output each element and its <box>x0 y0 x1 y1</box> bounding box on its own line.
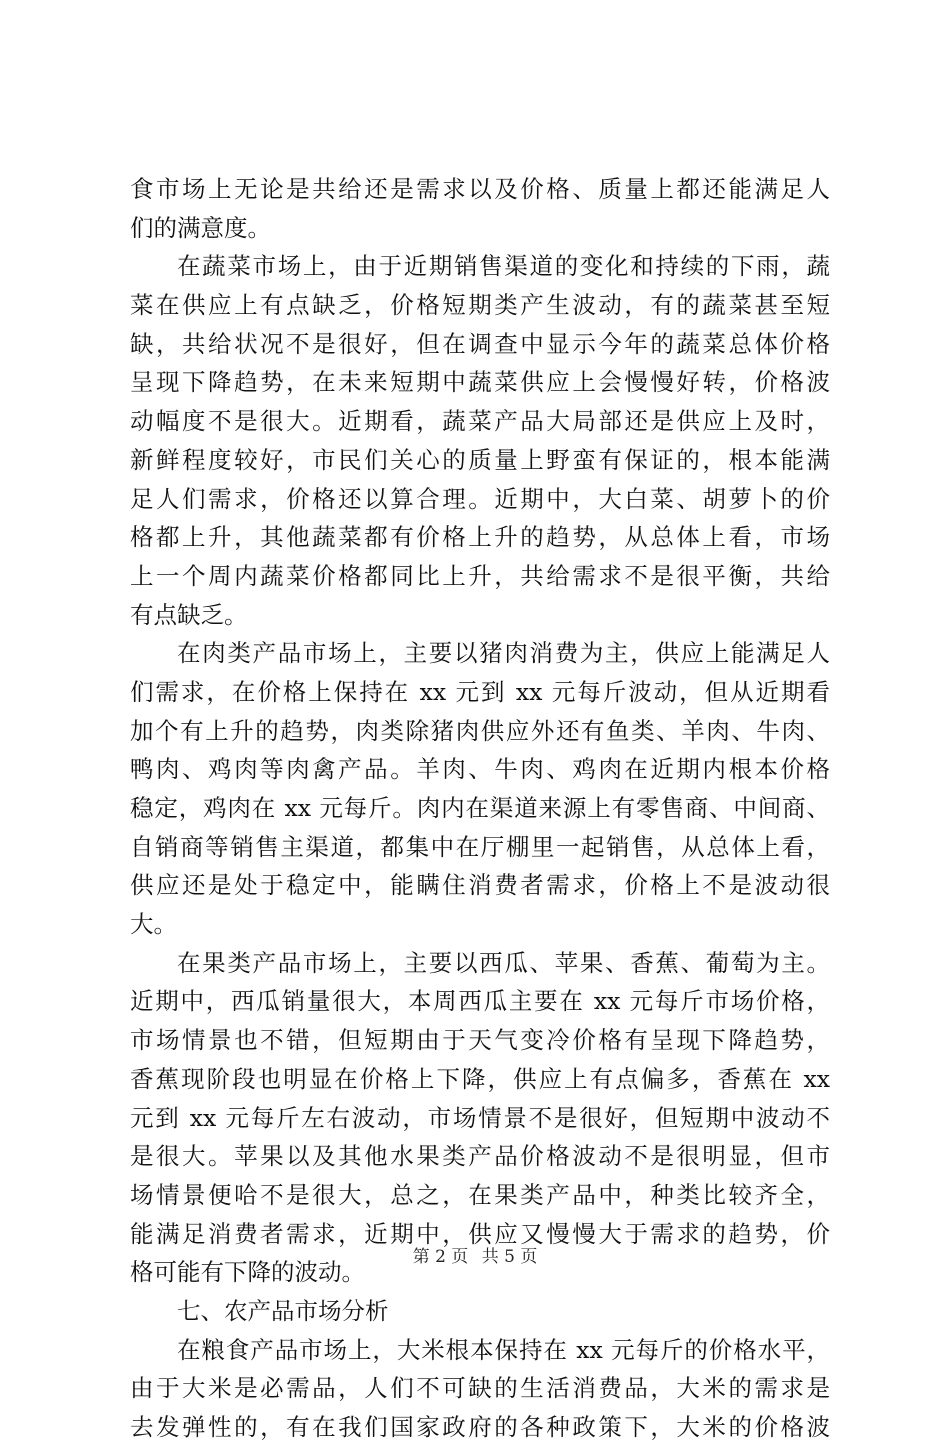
text-line: 格都上升，其他蔬菜都有价格上升的趋势，从总体上看，市场 <box>130 523 830 552</box>
text-line: 缺，共给状况不是很好，但在调查中显示今年的蔬菜总体价格 <box>130 329 830 358</box>
text-line: 足人们需求，价格还以算合理。近期中，大白菜、胡萝卜的价 <box>130 484 830 513</box>
text-line: 新鲜程度较好，市民们关心的质量上野蛮有保证的，根本能满 <box>130 445 830 474</box>
text-line: 能满足消费者需求，近期中，供应又慢慢大于需求的趋势，价 <box>130 1219 830 1248</box>
text-line: 市场情景也不错，但短期由于天气变冷价格有呈现下降趋势， <box>130 1026 830 1055</box>
text-line: 香蕉现阶段也明显在价格上下降，供应上有点偏多，香蕉在 xx <box>130 1064 830 1093</box>
text-line: 由于大米是必需品，人们不可缺的生活消费品，大米的需求是 <box>130 1374 830 1403</box>
text-line: 七、农产品市场分析 <box>177 1296 389 1325</box>
text-line: 加个有上升的趋势，肉类除猪肉供应外还有鱼类、羊肉、牛肉、 <box>130 716 830 745</box>
text-line: 格可能有下降的波动。 <box>130 1258 365 1287</box>
text-line: 菜在供应上有点缺乏，价格短期类产生波动，有的蔬菜甚至短 <box>130 291 830 320</box>
text-line: 食市场上无论是共给还是需求以及价格、质量上都还能满足人 <box>130 175 830 203</box>
text-line: 鸭肉、鸡肉等肉禽产品。羊肉、牛肉、鸡肉在近期内根本价格 <box>130 755 830 784</box>
text-line: 上一个周内蔬菜价格都同比上升，共给需求不是很平衡，共给 <box>130 561 830 590</box>
text-line: 在肉类产品市场上，主要以猪肉消费为主，供应上能满足人 <box>177 639 830 668</box>
page-footer <box>0 1242 950 1267</box>
page-number: 第 2 页 <box>412 1247 469 1267</box>
text-line: 自销商等销售主渠道，都集中在厅棚里一起销售，从总体上看， <box>130 832 830 861</box>
text-line: 在蔬菜市场上，由于近期销售渠道的变化和持续的下雨，蔬 <box>177 252 830 281</box>
text-line: 呈现下降趋势，在未来短期中蔬菜供应上会慢慢好转，价格波 <box>130 368 830 397</box>
text-line: 们的满意度。 <box>130 213 271 242</box>
text-line: 大。 <box>130 910 177 939</box>
text-line: 是很大。苹果以及其他水果类产品价格波动不是很明显，但市 <box>130 1142 830 1171</box>
text-line: 有点缺乏。 <box>130 600 248 629</box>
text-line: 场情景便哈不是很大，总之，在果类产品中，种类比较齐全， <box>130 1180 830 1209</box>
text-line: 在果类产品市场上，主要以西瓜、苹果、香蕉、葡萄为主。 <box>177 948 830 977</box>
text-line: 供应还是处于稳定中，能瞒住消费者需求，价格上不是波动很 <box>130 871 830 900</box>
text-line: 元到 xx 元每斤左右波动，市场情景不是很好，但短期中波动不 <box>130 1103 830 1132</box>
text-line: 稳定，鸡肉在 xx 元每斤。肉内在渠道来源上有零售商、中间商、 <box>130 794 830 822</box>
text-line: 在粮食产品市场上，大米根本保持在 xx 元每斤的价格水平， <box>177 1335 830 1364</box>
text-line: 去发弹性的，有在我们国家政府的各种政策下，大米的价格波 <box>130 1413 830 1441</box>
text-line: 近期中，西瓜销量很大，本周西瓜主要在 xx 元每斤市场价格， <box>130 987 830 1016</box>
page-total: 共 5 页 <box>481 1247 538 1267</box>
text-line: 们需求，在价格上保持在 xx 元到 xx 元每斤波动，但从近期看 <box>130 677 830 706</box>
text-line: 动幅度不是很大。近期看，蔬菜产品大局部还是供应上及时， <box>130 407 830 436</box>
